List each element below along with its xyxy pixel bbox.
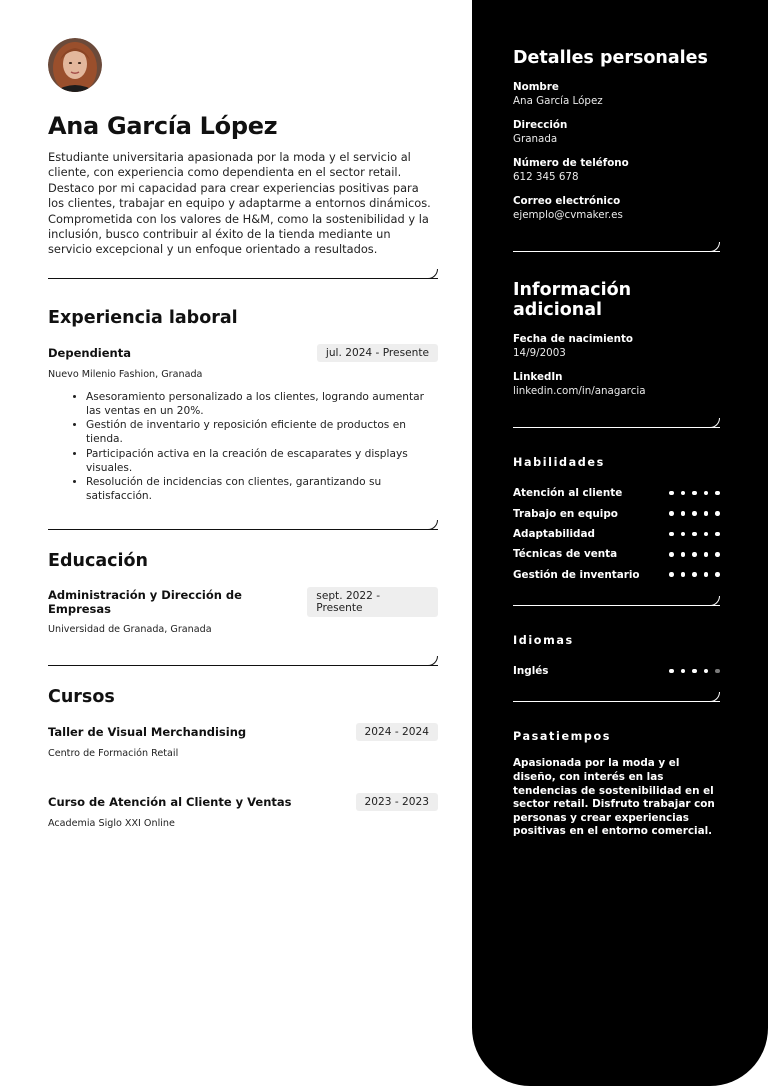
rating-dot (704, 532, 709, 537)
rating-dot (715, 572, 720, 577)
rating-dots (669, 491, 720, 496)
rating-label: Adaptabilidad (513, 527, 595, 540)
field-label: Nombre (513, 81, 559, 93)
section-title-personal: Detalles personales (513, 48, 708, 68)
section-divider (48, 523, 438, 533)
rating-dot (681, 669, 686, 674)
field-label: Fecha de nacimiento (513, 333, 633, 345)
date-badge: sept. 2022 - Presente (307, 587, 438, 617)
rating-dot (669, 532, 674, 537)
field-label: Dirección (513, 119, 568, 131)
rating-row (513, 565, 720, 585)
field-label: LinkedIn (513, 371, 563, 383)
rating-dot (692, 511, 697, 516)
rating-dot (692, 669, 697, 674)
rating-dot (704, 669, 709, 674)
section-divider (513, 245, 720, 255)
rating-dot (704, 572, 709, 577)
linkedin-value: linkedin.com/in/anagarcia (513, 385, 646, 397)
section-title-education: Educación (48, 551, 148, 572)
skills-list (513, 483, 720, 585)
degree-title: Administración y Dirección de Empresas (48, 588, 242, 617)
course-entry-header (48, 723, 438, 741)
section-title-experience: Experiencia laboral (48, 307, 238, 328)
course-provider: Academia Siglo XXI Online (48, 818, 175, 830)
rating-dot (669, 511, 674, 516)
rating-dot (692, 532, 697, 537)
rating-dots (669, 572, 720, 577)
field-label: Número de teléfono (513, 157, 629, 169)
rating-dot (681, 532, 686, 537)
course-title: Taller de Visual Merchandising (48, 725, 247, 740)
rating-dots (669, 532, 720, 537)
field-value: Granada (513, 133, 558, 145)
section-title-courses: Cursos (48, 687, 115, 708)
rating-row (513, 483, 720, 503)
course-title: Curso de Atención al Cliente y Ventas (48, 795, 292, 810)
experience-entry-header (48, 344, 438, 362)
rating-row (513, 503, 720, 523)
rating-label: Trabajo en equipo (513, 507, 618, 520)
rating-label: Inglés (513, 665, 549, 678)
section-title-skills: Habilidades (513, 456, 605, 469)
email-value: ejemplo@cvmaker.es (513, 209, 623, 221)
sidebar (472, 0, 768, 1086)
rating-dot (681, 511, 686, 516)
rating-dot (669, 552, 674, 557)
rating-dot (715, 552, 720, 557)
candidate-name: Ana García López (48, 112, 278, 140)
field-value: 612 345 678 (513, 171, 579, 183)
avatar (48, 38, 102, 92)
profile-photo (48, 38, 102, 92)
date-badge: 2023 - 2023 (356, 793, 438, 811)
section-divider (513, 599, 720, 609)
rating-label: Atención al cliente (513, 487, 623, 500)
date-badge: jul. 2024 - Presente (317, 344, 438, 362)
rating-dot (715, 491, 720, 496)
rating-dots (669, 669, 720, 674)
employer: Nuevo Milenio Fashion, Granada (48, 368, 203, 380)
hobbies-text: Apasionada por la moda y el diseño, con interés en las tendencias de sostenibilidad en el sector retail. Disfruto trabajar con personas y crear experiencias positivas en el entorno comercial. (513, 757, 715, 838)
education-entry-header (48, 587, 438, 617)
rating-dot (681, 572, 686, 577)
rating-dot (704, 552, 709, 557)
education-section (48, 551, 438, 635)
rating-row (513, 661, 720, 681)
main-column (48, 38, 438, 829)
rating-dot (715, 669, 720, 674)
list-item: • Gestión de inventario y reposición eficiente de productos en tienda. (86, 418, 438, 446)
rating-dot (669, 491, 674, 496)
rating-row (513, 524, 720, 544)
rating-dot (715, 532, 720, 537)
section-divider (513, 421, 720, 431)
section-divider (48, 272, 438, 282)
rating-label: Gestión de inventario (513, 568, 640, 581)
rating-dots (669, 511, 720, 516)
field-value: Ana García López (513, 95, 603, 107)
section-divider (48, 659, 438, 669)
courses-section (48, 687, 438, 829)
rating-label: Técnicas de venta (513, 548, 618, 561)
rating-dot (692, 572, 697, 577)
section-title-hobbies: Pasatiempos (513, 730, 612, 744)
date-badge: 2024 - 2024 (356, 723, 438, 741)
profile-summary: Estudiante universitaria apasionada por la moda y el servicio al cliente, con experiencia como dependienta en el sector retail. Destaco por mi capacidad para crear experiencias positivas para los clientes, trabajar en equipo y adaptarme a entornos dinámicos. Comprometida con los valores de H&M, como la sostenibilidad y la inclusión, busco contribuir al éxito de la tienda mediante un servicio excepcional y un enfoque orientado a resultados. (48, 150, 431, 257)
list-item: • Participación activa en la creación de escaparates y displays visuales. (86, 447, 438, 475)
languages-list (513, 661, 720, 681)
section-title-additional: Información adicional (513, 280, 632, 320)
rating-dot (681, 491, 686, 496)
section-title-languages: Idiomas (513, 633, 574, 647)
rating-dot (715, 511, 720, 516)
responsibility-list (48, 390, 438, 504)
course-entry-header (48, 793, 438, 811)
list-item: • Resolución de incidencias con clientes, garantizando su satisfacción. (86, 475, 438, 503)
rating-dot (669, 669, 674, 674)
rating-dot (692, 552, 697, 557)
experience-section (48, 308, 438, 504)
field-value: 14/9/2003 (513, 347, 566, 359)
field-label: Correo electrónico (513, 195, 621, 207)
course-provider: Centro de Formación Retail (48, 748, 179, 760)
rating-dot (704, 511, 709, 516)
job-title: Dependienta (48, 345, 131, 360)
section-divider (513, 695, 720, 705)
rating-dot (669, 572, 674, 577)
rating-row (513, 544, 720, 564)
rating-dot (704, 491, 709, 496)
rating-dot (692, 491, 697, 496)
institution: Universidad de Granada, Granada (48, 624, 212, 636)
sidebar-content (513, 48, 720, 839)
rating-dot (681, 552, 686, 557)
list-item: • Asesoramiento personalizado a los clientes, logrando aumentar las ventas en un 20%. (86, 390, 438, 418)
rating-dots (669, 552, 720, 557)
